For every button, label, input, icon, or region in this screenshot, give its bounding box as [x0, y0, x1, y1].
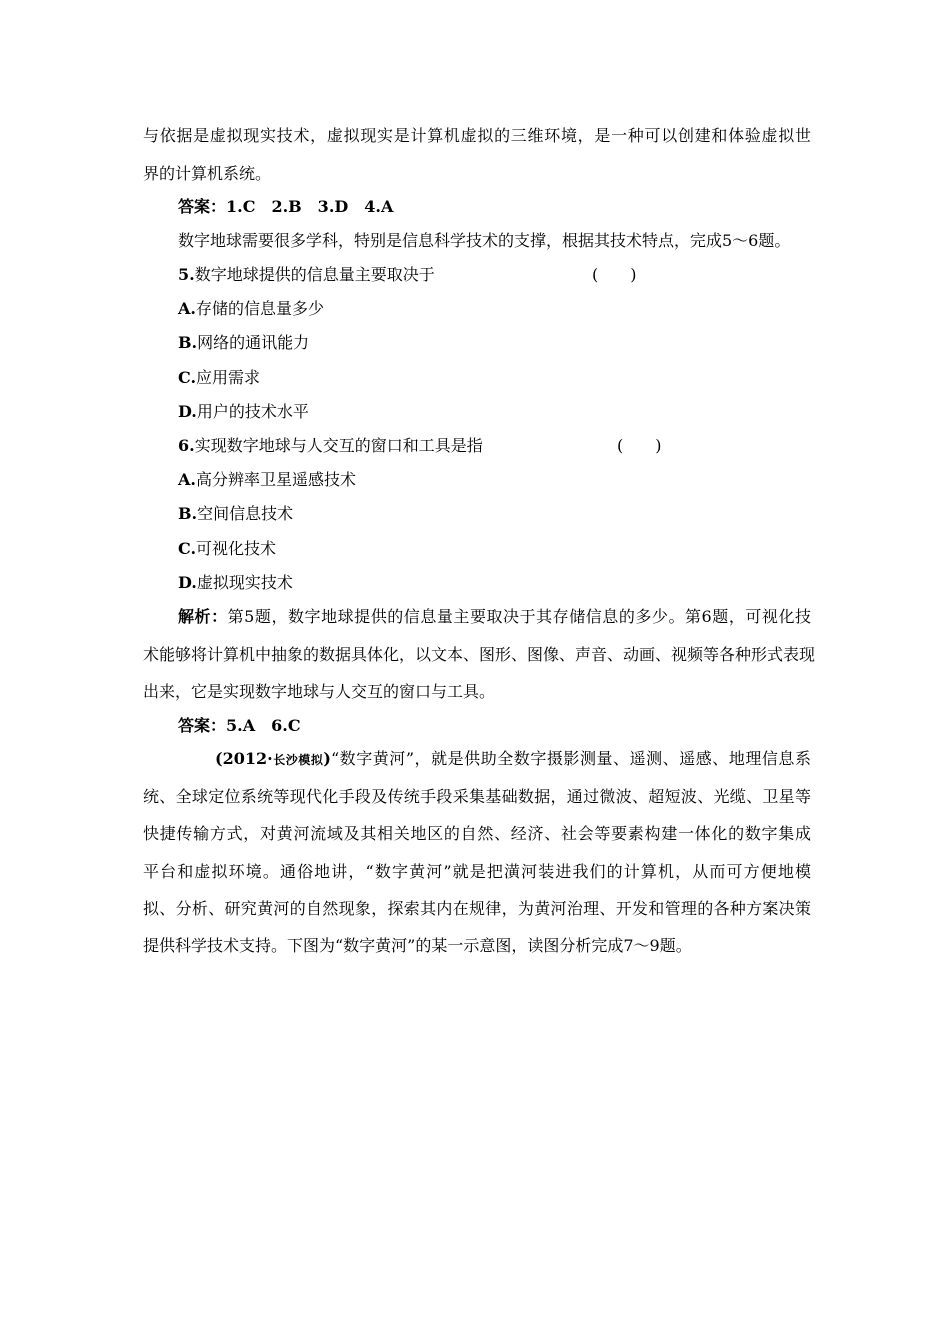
passage-year: (2012·	[215, 749, 273, 768]
option-text: 高分辨率卫星遥感技术	[195, 470, 356, 489]
passage-line-2: 统、全球定位系统等现代化手段及传统手段采集基础数据，通过微波、超短波、光缆、卫星等	[143, 787, 811, 806]
q5-option-c	[178, 368, 811, 388]
option-letter: C.	[178, 368, 197, 387]
question-5	[178, 265, 811, 285]
q6-option-b	[178, 504, 811, 524]
q6-option-c	[178, 539, 811, 559]
q5-option-d	[178, 402, 811, 422]
option-text: 存储的信息量多少	[195, 299, 324, 318]
passage-source: 长沙模拟	[272, 753, 324, 767]
answer-value: 5.A 6.C	[226, 716, 301, 735]
option-letter: C.	[178, 539, 197, 558]
question-number: 5.	[178, 265, 195, 284]
q5-option-b	[178, 333, 811, 353]
analysis-text: 第5题，数字地球提供的信息量主要取决于其存储信息的多少。第6题，可视化技	[227, 607, 811, 626]
analysis-line-2: 术能够将计算机中抽象的数据具体化，以文本、图形、图像、声音、动画、视频等各种形式表现	[143, 645, 816, 664]
analysis-label: 解析：	[178, 607, 228, 626]
q6-option-d	[178, 573, 811, 593]
analysis-line-3: 出来，它是实现数字地球与人交互的窗口与工具。	[143, 682, 496, 701]
option-text: 网络的通讯能力	[197, 333, 310, 352]
answer-1-4	[178, 197, 811, 217]
answer-label: 答案：	[178, 197, 227, 216]
option-text: 空间信息技术	[197, 504, 294, 523]
option-text: 虚拟现实技术	[196, 573, 293, 592]
option-letter: D.	[178, 402, 197, 421]
option-letter: B.	[178, 333, 198, 352]
answer-blank: ( )	[617, 436, 662, 455]
question-6	[178, 436, 811, 456]
analysis-line-1	[178, 607, 811, 627]
question-number: 6.	[178, 436, 195, 455]
answer-value: 1.C 2.B 3.D 4.A	[226, 197, 394, 216]
q5-option-a	[178, 299, 811, 319]
question-stem: 实现数字地球与人交互的窗口和工具是指	[194, 436, 483, 455]
intro-5-6: 数字地球需要很多学科，特别是信息科学技术的支撑，根据其技术特点，完成5～6题。	[178, 231, 791, 250]
passage-line-3: 快捷传输方式，对黄河流域及其相关地区的自然、经济、社会等要素构建一体化的数字集成	[143, 824, 811, 843]
passage-line-5: 拟、分析、研究黄河的自然现象，探索其内在规律，为黄河治理、开发和管理的各种方案决策	[143, 899, 811, 918]
option-letter: D.	[178, 573, 197, 592]
answer-label: 答案：	[178, 716, 227, 735]
passage-line-6: 提供科学技术支持。下图为“数字黄河”的某一示意图，读图分析完成7～9题。	[143, 936, 692, 955]
answer-blank: ( )	[592, 265, 637, 284]
passage-source-close: )	[323, 749, 331, 768]
option-text: 用户的技术水平	[196, 402, 309, 421]
question-stem: 数字地球提供的信息量主要取决于	[194, 265, 435, 284]
option-letter: A.	[178, 470, 196, 489]
explanation-line-1: 与依据是虚拟现实技术，虚拟现实是计算机虚拟的三维环境，是一种可以创建和体验虚拟世	[143, 126, 811, 145]
passage-line-1	[215, 749, 811, 770]
explanation-line-2: 界的计算机系统。	[143, 164, 272, 183]
answer-5-6	[178, 716, 811, 736]
option-letter: A.	[178, 299, 196, 318]
q6-option-a	[178, 470, 811, 490]
option-letter: B.	[178, 504, 198, 523]
passage-text: “数字黄河”，就是供助全数字摄影测量、遥测、遥感、地理信息系	[330, 749, 811, 768]
option-text: 应用需求	[196, 368, 261, 387]
option-text: 可视化技术	[196, 539, 277, 558]
passage-line-4: 平台和虚拟环境。通俗地讲，“数字黄河”就是把潢河装进我们的计算机，从而可方便地模	[143, 862, 811, 881]
